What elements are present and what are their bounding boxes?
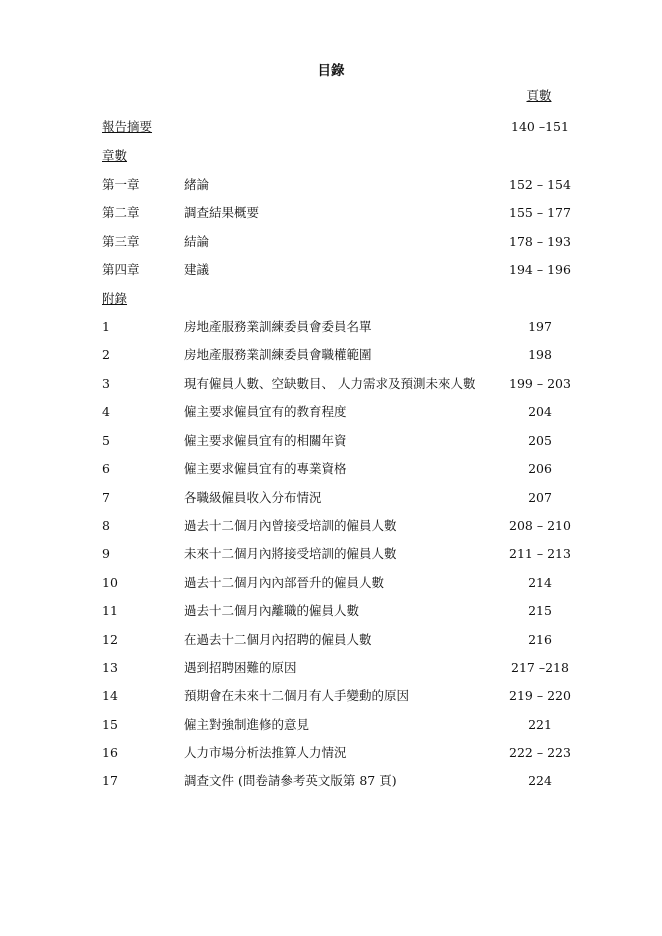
appendix-number: 11	[102, 603, 118, 618]
appendix-pages: 222 – 223	[509, 745, 571, 760]
chapter-number: 第四章	[102, 262, 140, 277]
appendix-number: 7	[102, 490, 110, 505]
chapter-pages: 155 – 177	[509, 205, 571, 220]
appendix-number: 14	[102, 688, 118, 703]
chapter-title: 緒論	[184, 177, 210, 192]
appendix-title: 人力市場分析法推算人力情況	[184, 745, 347, 760]
appendix-pages: 206	[528, 461, 552, 476]
appendix-title: 房地產服務業訓練委員會職權範圍	[184, 347, 372, 362]
appendix-pages: 216	[528, 632, 552, 647]
chapter-number: 第二章	[102, 205, 140, 220]
appendix-title: 僱主要求僱員宜有的專業資格	[184, 461, 347, 476]
appendix-title: 過去十二個月內內部晉升的僱員人數	[184, 575, 385, 590]
appendix-title: 僱主要求僱員宜有的相關年資	[184, 433, 347, 448]
chapter-pages: 152 – 154	[509, 177, 571, 192]
chapter-title: 調查結果概要	[184, 205, 260, 220]
appendix-pages: 215	[528, 603, 552, 618]
appendix-title: 在過去十二個月內招聘的僱員人數	[184, 632, 372, 647]
appendix-title: 過去十二個月內離職的僱員人數	[184, 603, 360, 618]
chapter-number: 第三章	[102, 234, 140, 249]
chapter-title: 建議	[184, 262, 210, 277]
appendix-title: 僱主對強制進修的意見	[184, 717, 310, 732]
appendix-number: 1	[102, 319, 110, 334]
summary-label: 報告摘要	[102, 119, 153, 134]
chapter-title: 結論	[184, 234, 210, 249]
appendix-number: 2	[102, 347, 110, 362]
appendix-title: 遇到招聘困難的原因	[184, 660, 297, 675]
appendix-pages: 217 –218	[511, 660, 569, 675]
appendix-pages: 205	[528, 433, 552, 448]
appendix-number: 4	[102, 404, 110, 419]
page-title: 目錄	[317, 63, 345, 79]
appendix-number: 6	[102, 461, 110, 476]
appendix-number: 5	[102, 433, 110, 448]
appendix-number: 10	[102, 575, 118, 590]
summary-pages: 140 –151	[511, 119, 569, 134]
appendix-heading: 附錄	[102, 291, 128, 306]
appendix-title: 現有僱員人數、空缺數目、 人力需求及預測未來人數	[184, 376, 476, 391]
appendix-title: 未來十二個月內將接受培訓的僱員人數	[184, 546, 397, 561]
appendix-number: 9	[102, 546, 110, 561]
appendix-number: 3	[102, 376, 110, 391]
appendix-pages: 219 – 220	[509, 688, 571, 703]
appendix-title: 各職級僱員收入分布情況	[184, 490, 322, 505]
appendix-pages: 199 – 203	[509, 376, 571, 391]
appendix-number: 15	[102, 717, 118, 732]
pages-column-header: 頁數	[526, 88, 552, 103]
appendix-title: 過去十二個月內曾接受培訓的僱員人數	[184, 518, 397, 533]
appendix-pages: 204	[528, 404, 552, 419]
appendix-pages: 208 – 210	[509, 518, 571, 533]
appendix-pages: 207	[528, 490, 552, 505]
appendix-title: 房地產服務業訓練委員會委員名單	[184, 319, 372, 334]
chapters-heading: 章數	[102, 148, 128, 163]
chapter-pages: 178 – 193	[509, 234, 571, 249]
appendix-pages: 221	[528, 717, 552, 732]
appendix-pages: 198	[528, 347, 552, 362]
appendix-pages: 214	[528, 575, 552, 590]
appendix-pages: 211 – 213	[509, 546, 571, 561]
chapter-pages: 194 – 196	[509, 262, 571, 277]
appendix-title: 預期會在未來十二個月有人手變動的原因	[184, 688, 410, 703]
appendix-number: 8	[102, 518, 110, 533]
chapter-number: 第一章	[102, 177, 140, 192]
appendix-number: 13	[102, 660, 118, 675]
appendix-number: 12	[102, 632, 118, 647]
appendix-title: 僱主要求僱員宜有的教育程度	[184, 404, 347, 419]
appendix-number: 17	[102, 773, 118, 788]
appendix-title: 調查文件 (問卷請參考英文版第 87 頁)	[184, 773, 397, 788]
appendix-pages: 197	[528, 319, 552, 334]
appendix-pages: 224	[528, 773, 552, 788]
appendix-number: 16	[102, 745, 118, 760]
